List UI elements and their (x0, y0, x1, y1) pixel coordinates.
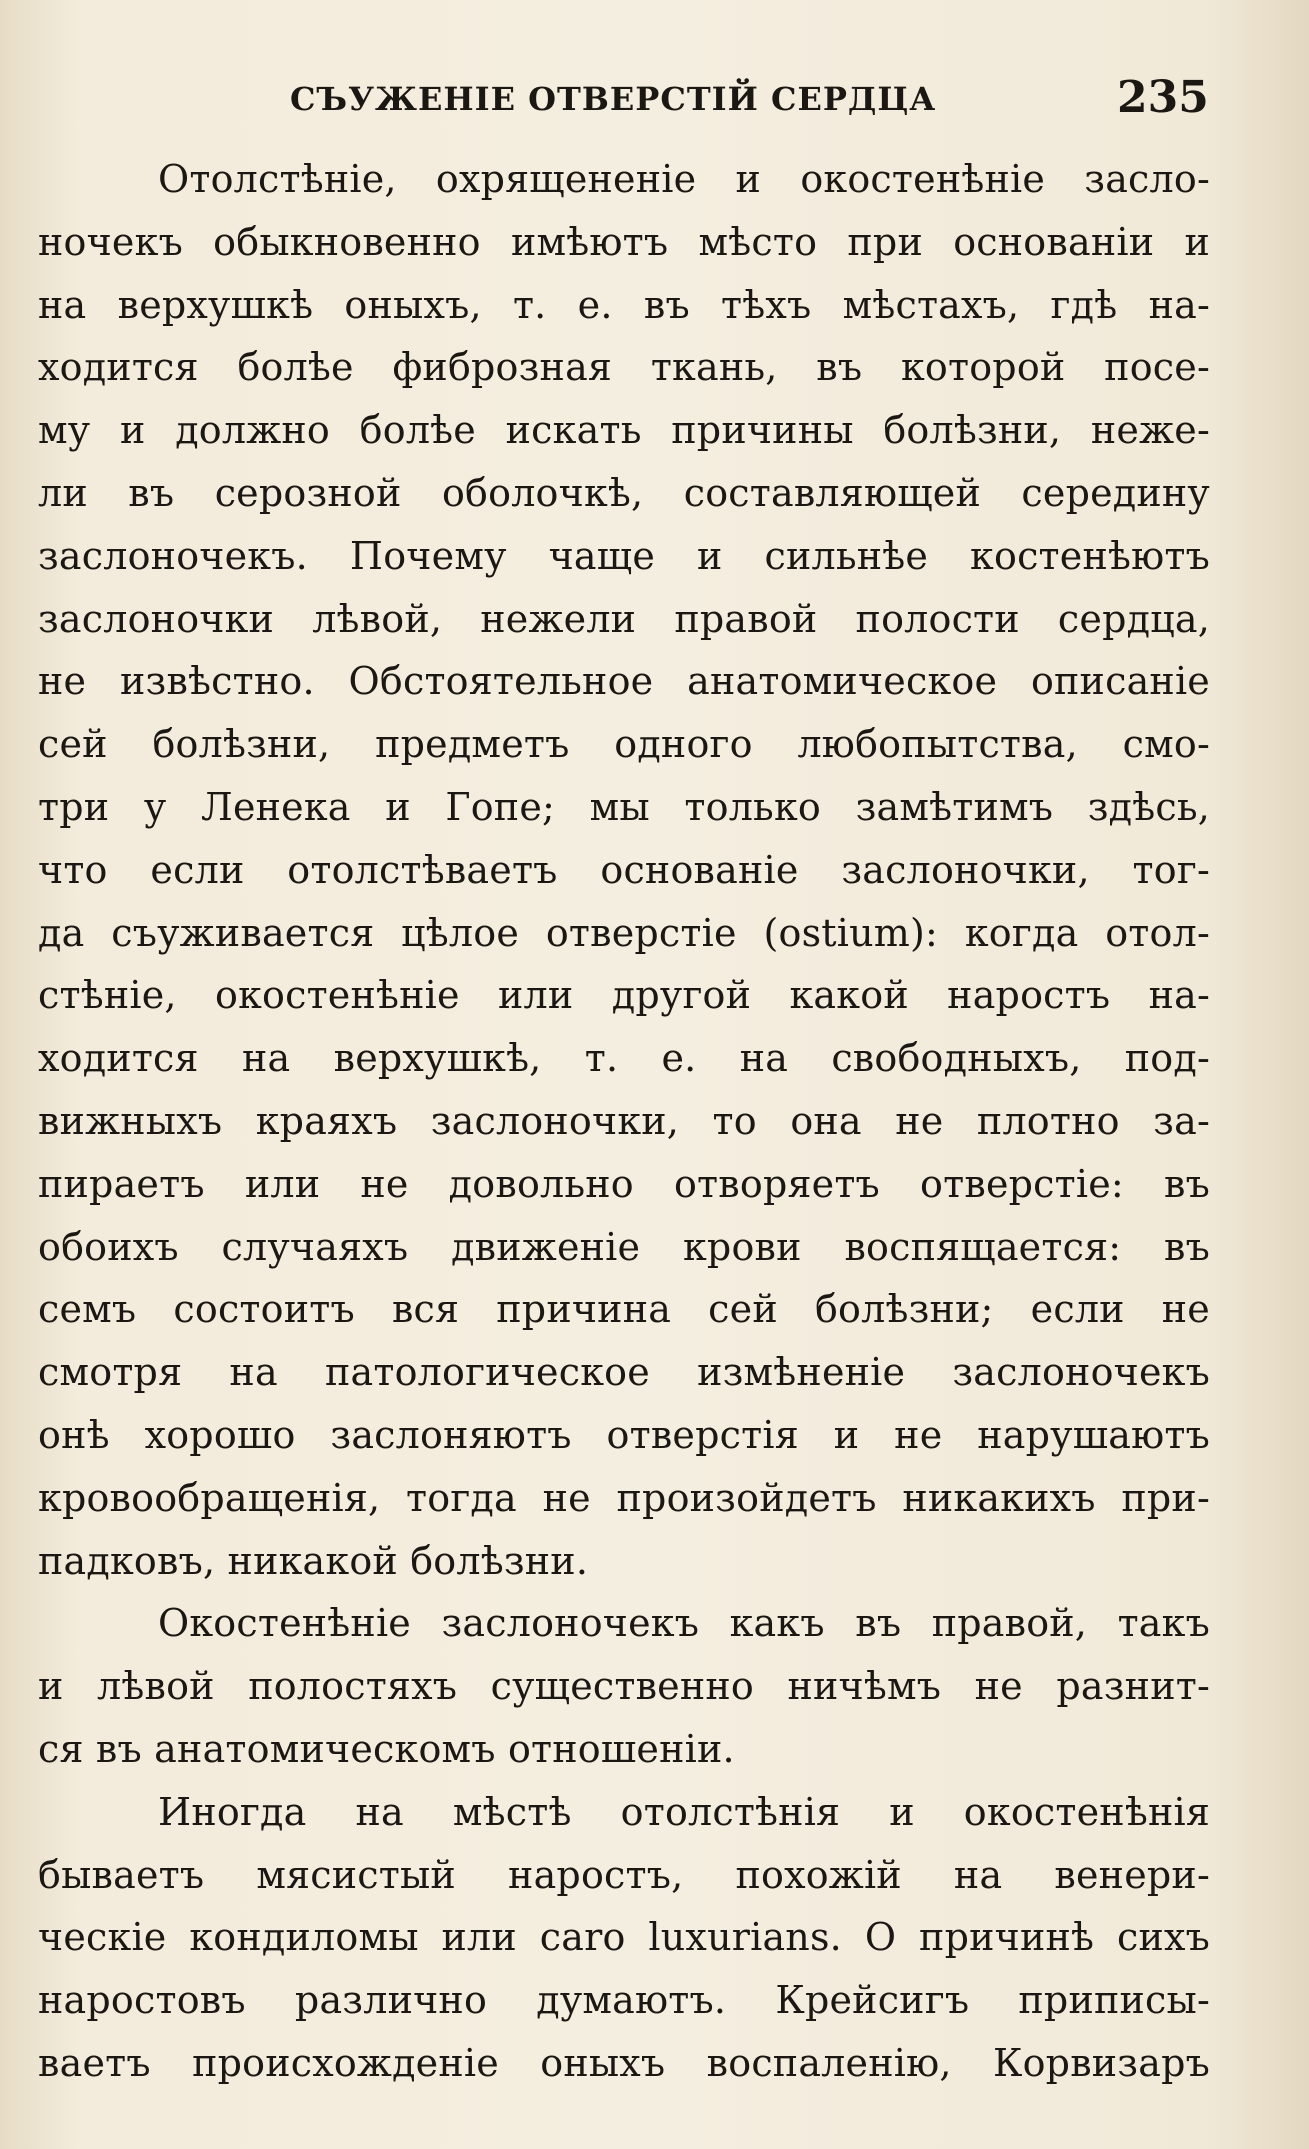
text-line: ли въ серозной оболочкѣ, составляющей середину (38, 470, 1210, 515)
text-line: и лѣвой полостяхъ существенно ничѣмъ не разнит- (38, 1664, 1210, 1709)
text-line: пираетъ или не довольно отворяетъ отверстіе: въ (38, 1161, 1210, 1206)
text-line: ся въ анатомическомъ отношеніи. (38, 1726, 735, 1771)
text-line: падковъ, никакой болѣзни. (38, 1538, 589, 1583)
text-line: бываетъ мясистый наростъ, похожій на венери- (38, 1852, 1210, 1897)
text-line: кровообращенія, тогда не произойдетъ никакихъ при- (38, 1475, 1210, 1520)
text-line: обоихъ случаяхъ движеніе крови воспящается: въ (38, 1224, 1210, 1269)
page-body (38, 148, 1210, 2095)
text-line: да съуживается цѣлое отверстіе (ostium): когда отол- (38, 910, 1210, 955)
page-number: 235 (1117, 72, 1209, 123)
text-line: сей болѣзни, предметъ одного любопытства, смо- (38, 722, 1210, 767)
text-line: ходится на верхушкѣ, т. е. на свободныхъ, под- (38, 1036, 1210, 1081)
text-line: что если отолстѣваетъ основаніе заслоночки, тог- (38, 847, 1210, 892)
page-header (0, 72, 1309, 122)
text-line: на верхушкѣ оныхъ, т. е. въ тѣхъ мѣстахъ, гдѣ на- (38, 282, 1210, 327)
text-line: ваетъ происхожденіе оныхъ воспаленію, Корвизаръ (38, 2040, 1210, 2085)
text-line: ходится болѣе фиброзная ткань, въ которой посе- (38, 345, 1210, 390)
text-line: не извѣстно. Обстоятельное анатомическое описаніе (38, 659, 1210, 704)
text-line: Отолстѣніе, охрящененіе и окостенѣніе засло- (158, 157, 1210, 201)
text-line: стѣніе, окостенѣніе или другой какой наростъ на- (38, 973, 1210, 1018)
text-line: ночекъ обыкновенно имѣютъ мѣсто при основаніи и (38, 219, 1210, 264)
text-line: наростовъ различно думаютъ. Крейсигъ приписы- (38, 1978, 1210, 2023)
text-line: вижныхъ краяхъ заслоночки, то она не плотно за- (38, 1098, 1210, 1143)
text-line: заслоночки лѣвой, нежели правой полости сердца, (38, 596, 1210, 641)
running-title: СЪУЖЕНІЕ ОТВЕРСТІЙ СЕРДЦА (290, 80, 937, 118)
text-line: Окостенѣніе заслоночекъ какъ въ правой, такъ (158, 1601, 1210, 1646)
text-line: заслоночекъ. Почему чаще и сильнѣе костенѣютъ (38, 533, 1210, 578)
text-line: му и должно болѣе искать причины болѣзни, неже- (38, 408, 1210, 453)
text-line: Иногда на мѣстѣ отолстѣнія и окостенѣнія (158, 1789, 1210, 1834)
text-line: онѣ хорошо заслоняютъ отверстія и не нарушаютъ (38, 1412, 1210, 1457)
text-line: три у Ленека и Гопе; мы только замѣтимъ здѣсь, (38, 784, 1210, 829)
text-line: семъ состоитъ вся причина сей болѣзни; если не (38, 1287, 1210, 1332)
text-line: ческіе кондиломы или caro luxurians. О причинѣ сихъ (38, 1915, 1210, 1960)
text-line: смотря на патологическое измѣненіе заслоночекъ (38, 1350, 1210, 1395)
